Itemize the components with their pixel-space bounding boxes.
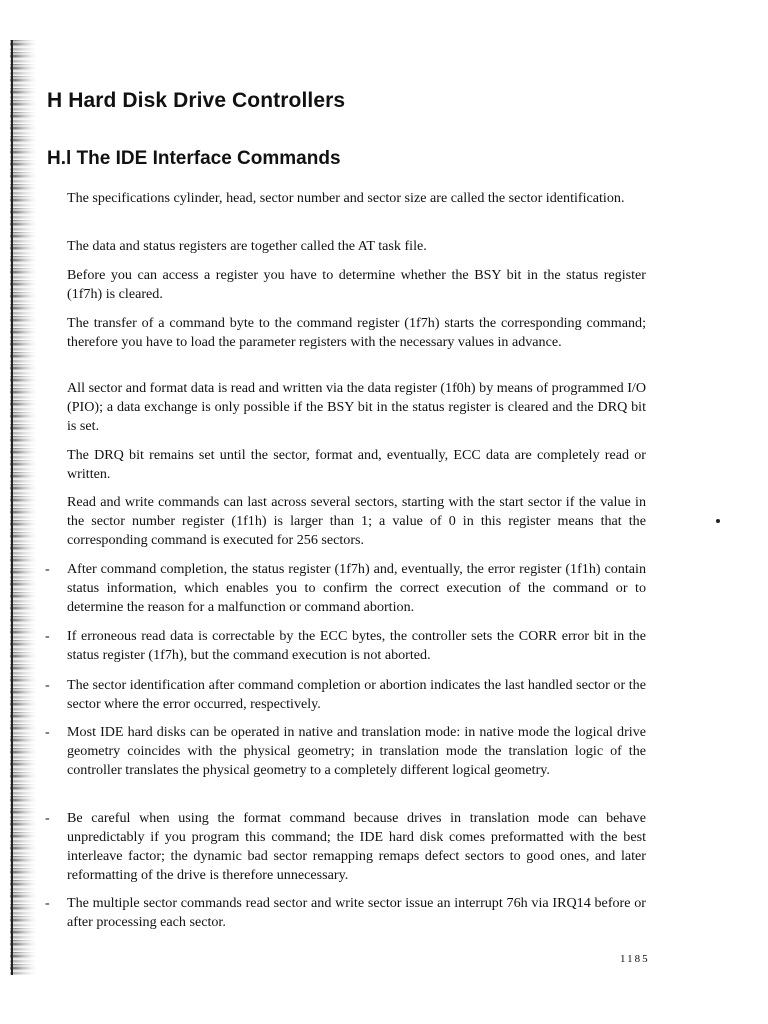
margin-dash: - bbox=[45, 629, 50, 644]
paragraph-bsy-check: Before you can access a register you have to determine whether the BSY bit in the status register (1f7h) is cleared. bbox=[67, 267, 646, 302]
paragraph-multiple-sector-commands: The multiple sector commands read sector and write sector issue an interrupt 76h via IRQ14 before or after processing each sector. bbox=[67, 895, 646, 930]
margin-dash: - bbox=[45, 562, 50, 577]
paragraph-data-register: All sector and format data is read and written via the data register (1f0h) by means of programmed I/O (PIO); a data exchange is only possible if the BSY bit in the status register is cleared and the DRQ bit is set. bbox=[67, 380, 646, 434]
paragraph-multi-sector: Read and write commands can last across several sectors, starting with the start sector if the value in the sector number register (1f1h) is larger than 1; a value of 0 in this register means that the corresponding command is executed for 256 sectors. bbox=[67, 494, 646, 548]
paragraph-translation-mode: Most IDE hard disks can be operated in native and translation mode: in native mode the logical drive geometry coincides with the physical geometry; in translation mode the translation logic of the controller translates the physical geometry to a completely different logical geometry. bbox=[67, 724, 646, 778]
margin-dash: - bbox=[45, 678, 50, 693]
stray-mark bbox=[716, 519, 720, 523]
paragraph-sector-after-abort: The sector identification after command completion or abortion indicates the last handled sector or the sector where the error occurred, respectively. bbox=[67, 677, 646, 712]
paragraph-format-warning: Be careful when using the format command because drives in translation mode can behave unpredictably if you program this command; the IDE hard disk comes preformatted with the best interleave factor; the dynamic bad sector remapping remaps defect sectors to good ones, and later reformatting of the drive is therefore unnecessary. bbox=[67, 810, 646, 883]
paragraph-status-info: After command completion, the status register (1f7h) and, eventually, the error register (1f1h) contain status information, which enables you to confirm the correct execution of the command or to determine the reason for a malfunction or command abortion. bbox=[67, 561, 646, 615]
paragraph-drq-bit: The DRQ bit remains set until the sector, format and, eventually, ECC data are completely read or written. bbox=[67, 447, 646, 482]
page-number: 1185 bbox=[620, 953, 650, 965]
paragraph-command-register: The transfer of a command byte to the command register (1f7h) starts the corresponding command; therefore you have to load the parameter registers with the necessary values in advance. bbox=[67, 315, 646, 350]
paragraph-task-file: The data and status registers are together called the AT task file. bbox=[67, 238, 427, 254]
paragraph-sector-identification: The specifications cylinder, head, sector number and sector size are called the sector identification. bbox=[67, 190, 625, 206]
section-title: H.l The IDE Interface Commands bbox=[47, 148, 341, 169]
margin-dash: - bbox=[45, 811, 50, 826]
margin-dash: - bbox=[45, 725, 50, 740]
chapter-title: H Hard Disk Drive Controllers bbox=[47, 89, 346, 112]
scan-binding-shadow bbox=[10, 40, 36, 975]
scan-binding-line bbox=[11, 40, 13, 975]
paragraph-ecc-correction: If erroneous read data is correctable by the ECC bytes, the controller sets the CORR error bit in the status register (1f7h), but the command execution is not aborted. bbox=[67, 628, 646, 663]
margin-dash: - bbox=[45, 896, 50, 911]
